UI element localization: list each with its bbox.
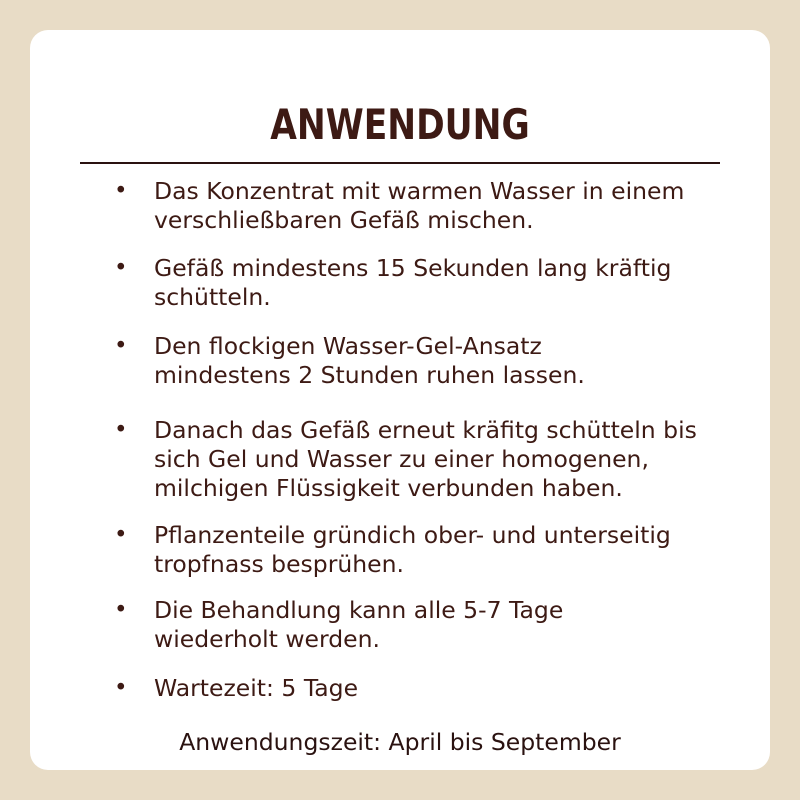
- list-item-text: Das Konzentrat mit warmen Wasser in einem verschließbaren Gefäß mischen.: [154, 177, 685, 234]
- bullet-icon: •: [114, 417, 128, 443]
- list-item-text: Den flockigen Wasser-Gel-Ansatz mindestens 2 Stunden ruhen lassen.: [154, 332, 585, 389]
- list-item-text: Danach das Gefäß erneut kräfitg schütteln bis sich Gel und Wasser zu einer homogenen, milchigen Flüssigkeit verbunden haben.: [154, 416, 697, 502]
- bullet-icon: •: [114, 522, 128, 548]
- bullet-icon: •: [114, 675, 128, 701]
- bullet-icon: •: [114, 178, 128, 204]
- bullet-icon: •: [114, 597, 128, 623]
- list-item-text: Pflanzenteile gründich ober- und unterseitig tropfnass besprühen.: [154, 521, 671, 578]
- page-title: ANWENDUNG: [270, 100, 530, 149]
- list-item-text: Gefäß mindestens 15 Sekunden lang kräftig schütteln.: [154, 254, 672, 311]
- bullet-icon: •: [114, 255, 128, 281]
- application-period: Anwendungszeit: April bis September: [179, 728, 621, 756]
- instruction-list: [30, 30, 770, 770]
- instruction-card: [30, 30, 770, 770]
- bullet-icon: •: [114, 333, 128, 359]
- list-item-text: Die Behandlung kann alle 5-7 Tage wiederholt werden.: [154, 596, 564, 653]
- list-item-text: Wartezeit: 5 Tage: [154, 674, 359, 702]
